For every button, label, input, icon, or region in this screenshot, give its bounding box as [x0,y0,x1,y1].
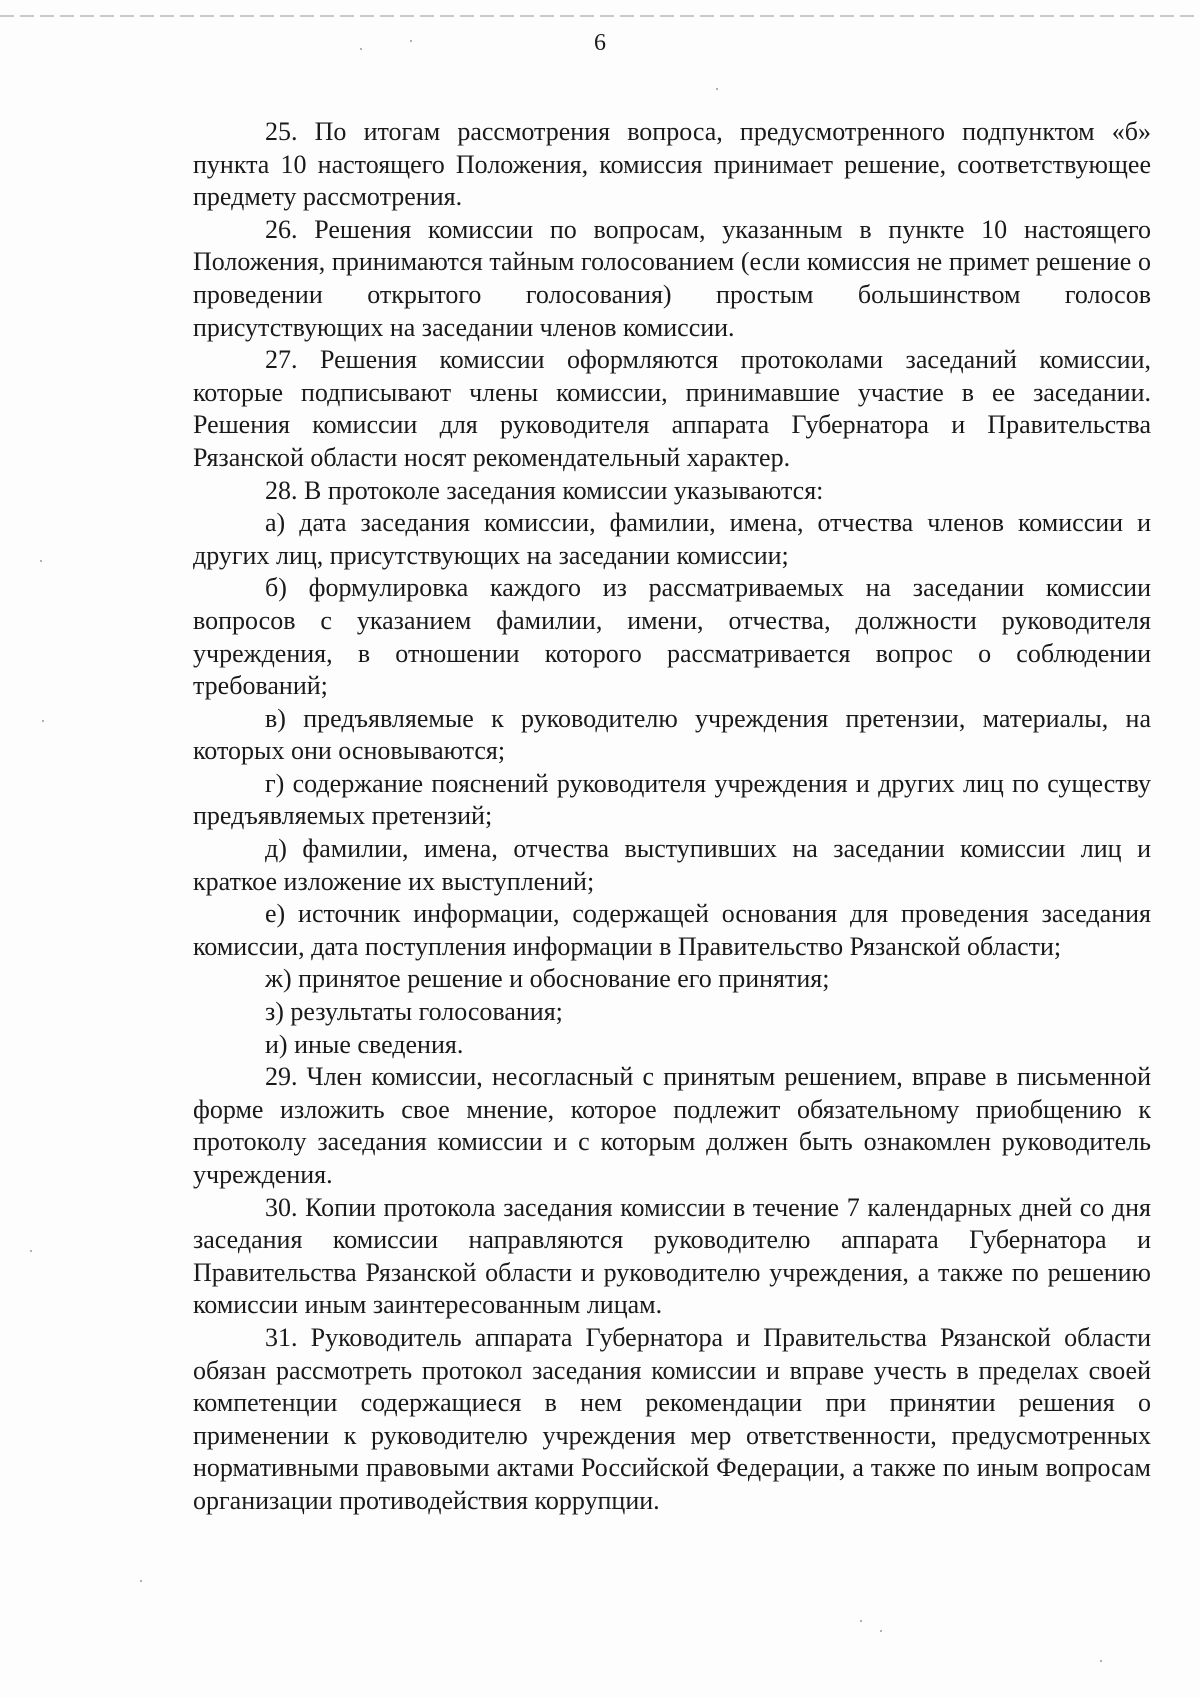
paragraph-27: 27. Решения комиссии оформляются протоколами заседаний комиссии, которые подписывают члены комиссии, принимавшие участие в ее заседании. Решения комиссии для руководителя аппарата Губернатора и Правительства Рязанской области носят рекомендательный характер. [193,345,1151,472]
list-item-v: в) предъявляемые к руководителю учреждения претензии, материалы, на которых они основываются; [193,703,1151,766]
list-item-i: и) иные сведения. [265,1029,464,1059]
scan-speck [410,40,412,42]
list-item-d: д) фамилии, имена, отчества выступивших на заседании комиссии лиц и краткое изложение их выступлений; [193,834,1151,896]
scan-speck [40,560,42,562]
scan-speck [360,48,362,50]
scan-speck [140,1580,142,1582]
scan-speck [42,720,44,722]
list-item-b: б) формулировка каждого из рассматриваемых на заседании комиссии вопросов с указанием фамилии, имени, отчества, должности руководителя учреждения, в отношении которого рассматривается вопрос о соблюдении требований; [193,573,1151,701]
list-item-z: з) результаты голосования; [265,997,563,1027]
list-item-zh: ж) принятое решение и обоснование его принятия; [265,964,830,994]
paragraph-28: 28. В протоколе заседания комиссии указываются: [265,475,824,505]
scan-edge-line [0,15,1200,17]
document-body [193,116,1151,1518]
paragraph-29: 29. Член комиссии, несогласный с принятым решением, вправе в письменной форме изложить свое мнение, которое подлежит обязательному приобщению к протоколу заседания комиссии и с которым должен быть ознакомлен руководитель учреждения. [193,1062,1151,1189]
list-item-e: е) источник информации, содержащей основания для проведения заседания комиссии, дата поступления информации в Правительство Рязанской области; [193,899,1151,961]
paragraph-25: 25. По итогам рассмотрения вопроса, предусмотренного подпунктом «б» пункта 10 настоящего Положения, комиссия принимает решение, соответствующее предмету рассмотрения. [193,117,1151,212]
scan-speck [860,1620,862,1622]
scan-speck [1100,1660,1102,1662]
paragraph-30: 30. Копии протокола заседания комиссии в течение 7 календарных дней со дня заседания комиссии направляются руководителю аппарата Губернатора и Правительства Рязанской области и руководителю учреждения, а также по решению комиссии иным заинтересованным лицам. [193,1192,1151,1320]
list-item-g: г) содержание пояснений руководителя учреждения и других лиц по существу предъявляемых претензий; [193,768,1151,831]
scan-speck [880,1630,882,1632]
scan-speck [30,1250,32,1252]
scan-speck [716,88,718,90]
paragraph-26: 26. Решения комиссии по вопросам, указанным в пункте 10 настоящего Положения, принимаются тайным голосованием (если комиссия не примет решение о проведении открытого голосования) простым большинством голосов присутствующих на заседании членов комиссии. [193,214,1151,342]
page-number: 6 [594,30,606,56]
paragraph-31: 31. Руководитель аппарата Губернатора и Правительства Рязанской области обязан рассмотреть протокол заседания комиссии и вправе учесть в пределах своей компетенции содержащиеся в нем рекомендации при принятии решения о применении к руководителю учреждения мер ответственности, предусмотренных нормативными правовыми актами Российской Федерации, а также по иным вопросам организации противодействия коррупции. [193,1322,1151,1515]
list-item-a: а) дата заседания комиссии, фамилии, имена, отчества членов комиссии и других лиц, присутствующих на заседании комиссии; [193,508,1151,570]
